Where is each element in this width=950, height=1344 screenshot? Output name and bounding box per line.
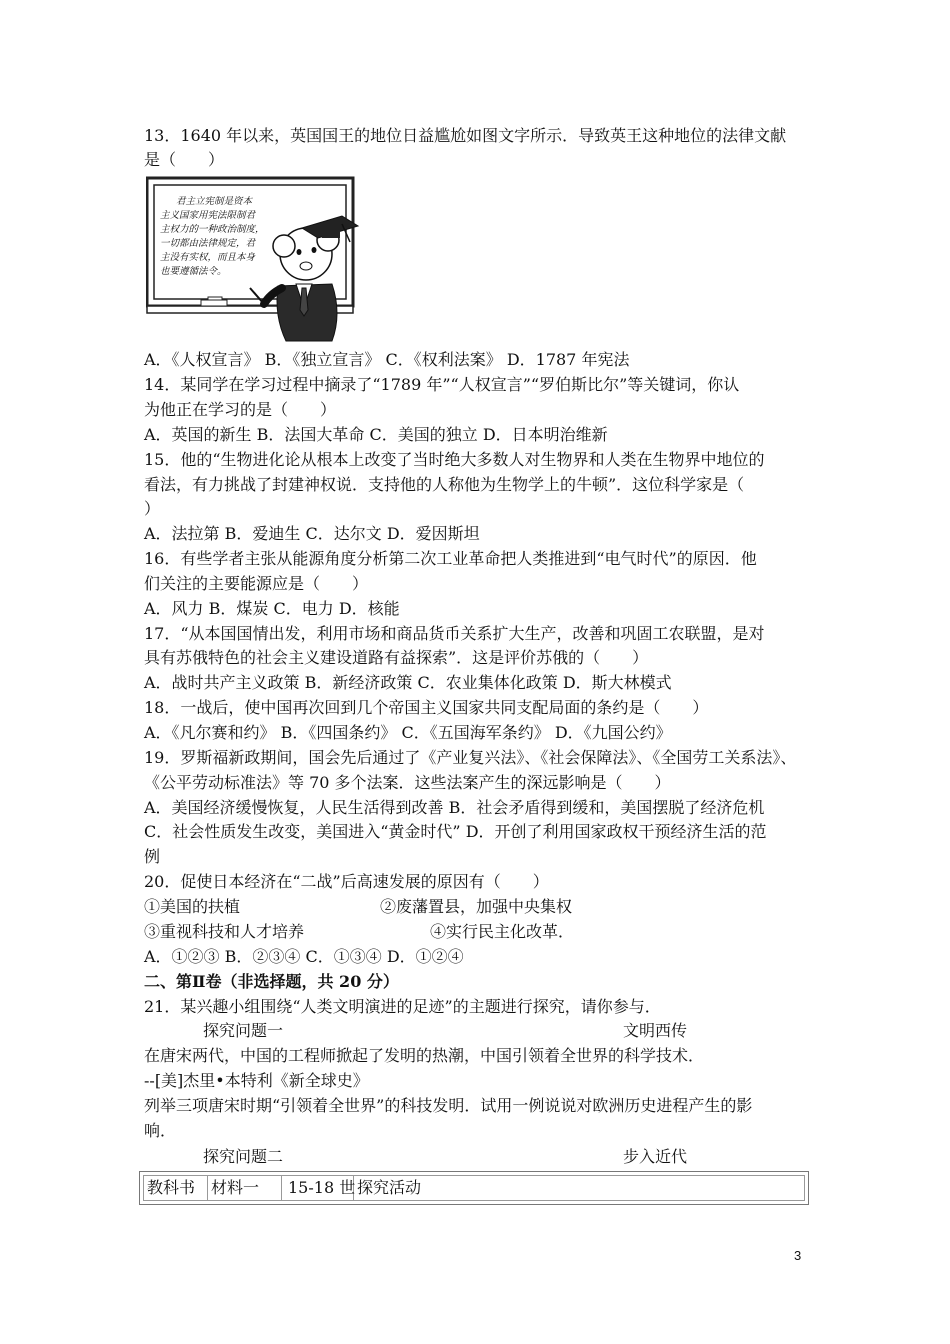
page-number: 3 (794, 1248, 802, 1263)
q21-material-table (139, 1171, 809, 1205)
q14-stem-line1: 14．某同学在学习过程中摘录了“1789 年”“人权宣言”“罗伯斯比尔”等关键词，你认 (144, 375, 740, 394)
table-cell-material1: 材料一 (208, 1176, 282, 1200)
figure-text-line2: 主义国家用宪法限制君 (160, 210, 256, 221)
q18-options: A．《凡尔赛和约》 B．《四国条约》 C．《五国海军条约》 D．《九国公约》 (144, 723, 672, 742)
q13-stem-line2: 是（ ） (144, 150, 225, 169)
q20-stem-line1: 20．促使日本经济在“二战”后高速发展的原因有（ ） (144, 872, 549, 891)
q16-options: A．风力 B．煤炭 C．电力 D．核能 (144, 599, 400, 618)
q21-problem1-title: 文明西传 (623, 1021, 688, 1040)
q19-option-line3: 例 (144, 847, 161, 866)
table-cell-century: 15-18 世 (282, 1176, 354, 1200)
q17-stem-line1: 17．“从本国国情出发，利用市场和商品货币关系扩大生产，改善和巩固工农联盟，是对 (144, 624, 765, 643)
figure-text-line1: 君主立宪制是资本 (176, 196, 253, 207)
q16-stem-line2: 们关注的主要能源应是（ ） (144, 574, 369, 593)
q15-stem-line2: 看法，有力挑战了封建神权说．支持他的人称他为生物学上的牛顿”．这位科学家是（ (144, 475, 745, 494)
q21-problem2-title: 步入近代 (623, 1147, 688, 1166)
figure-text-line6: 也要遵循法令。 (160, 266, 227, 277)
q21-problem1-question-line2: 响． (144, 1121, 177, 1140)
q21-problem1-label: 探究问题一 (203, 1021, 284, 1040)
q16-stem-line1: 16．有些学者主张从能源角度分析第二次工业革命把人类推进到“电气时代”的原因．他 (144, 549, 757, 568)
figure-text-line3: 主权力的一种政治制度， (160, 224, 265, 235)
q15-options: A．法拉第 B．爱迪生 C．达尔文 D．爱因斯坦 (144, 524, 480, 543)
q21-problem2-label: 探究问题二 (203, 1147, 284, 1166)
figure-text-line4: 一切都由法律规定，君 (160, 238, 256, 249)
q20-item-1: ①美国的扶植 (144, 897, 241, 916)
section-2-heading: 二、第Ⅱ卷（非选择题，共 20 分） (144, 972, 399, 991)
q14-stem-line2: 为他正在学习的是（ ） (144, 400, 337, 419)
q13-stem-line1: 13．1640 年以来，英国国王的地位日益尴尬如图文字所示．导致英王这种地位的法律文献 (144, 126, 787, 145)
q15-stem-line3: ） (144, 499, 161, 518)
q20-item-2: ②废藩置县，加强中央集权 (380, 897, 573, 916)
q14-options: A．英国的新生 B．法国大革命 C．美国的独立 D．日本明治维新 (144, 425, 608, 444)
q13-options: A．《人权宣言》 B．《独立宣言》 C．《权利法案》 D．1787 年宪法 (144, 350, 630, 369)
q19-stem-line1: 19．罗斯福新政期间，国会先后通过了《产业复兴法》、《社会保障法》、《全国劳工关系法》、 (144, 748, 797, 767)
q19-stem-line2: 《公平劳动标准法》等 70 多个法案．这些法案产生的深远影响是（ ） (144, 773, 671, 792)
table-cell-activity: 探究活动 (357, 1178, 422, 1197)
q20-item-4: ④实行民主化改革． (430, 922, 575, 941)
q21-problem1-source: --[美]杰里•本特利《新全球史》 (144, 1071, 369, 1090)
q15-stem-line1: 15．他的“生物进化论从根本上改变了当时绝大多数人对生物界和人类在生物界中地位的 (144, 450, 765, 469)
q19-option-line2: C．社会性质发生改变，美国进入“黄金时代” D．开创了利用国家政权干预经济生活的范 (144, 822, 767, 841)
q19-option-line1: A．美国经济缓慢恢复，人民生活得到改善 B．社会矛盾得到缓和，美国摆脱了经济危机 (144, 798, 765, 817)
q13-cartoon-figure (146, 176, 362, 344)
q20-item-3: ③重视科技和人才培养 (144, 922, 305, 941)
q17-options: A．战时共产主义政策 B．新经济政策 C．农业集体化政策 D．斯大林模式 (144, 673, 672, 692)
q20-options: A．①②③ B．②③④ C．①③④ D．①②④ (144, 947, 464, 966)
q21-stem-line1: 21．某兴趣小组围绕“人类文明演进的足迹”的主题进行探究，请你参与． (144, 997, 661, 1016)
q17-stem-line2: 具有苏俄特色的社会主义建设道路有益探索”．这是评价苏俄的（ ） (144, 648, 649, 667)
q21-problem1-text: 在唐宋两代，中国的工程师掀起了发明的热潮，中国引领着全世界的科学技术． (144, 1046, 705, 1065)
q18-stem-line1: 18．一战后，使中国再次回到几个帝国主义国家共同支配局面的条约是（ ） (144, 698, 709, 717)
q21-problem1-question-line1: 列举三项唐宋时期“引领着全世界”的科技发明．试用一例说说对欧洲历史进程产生的影 (144, 1096, 753, 1115)
table-cell-textbook: 教科书 (144, 1176, 208, 1200)
figure-text-line5: 主没有实权，而且本身 (160, 252, 256, 263)
